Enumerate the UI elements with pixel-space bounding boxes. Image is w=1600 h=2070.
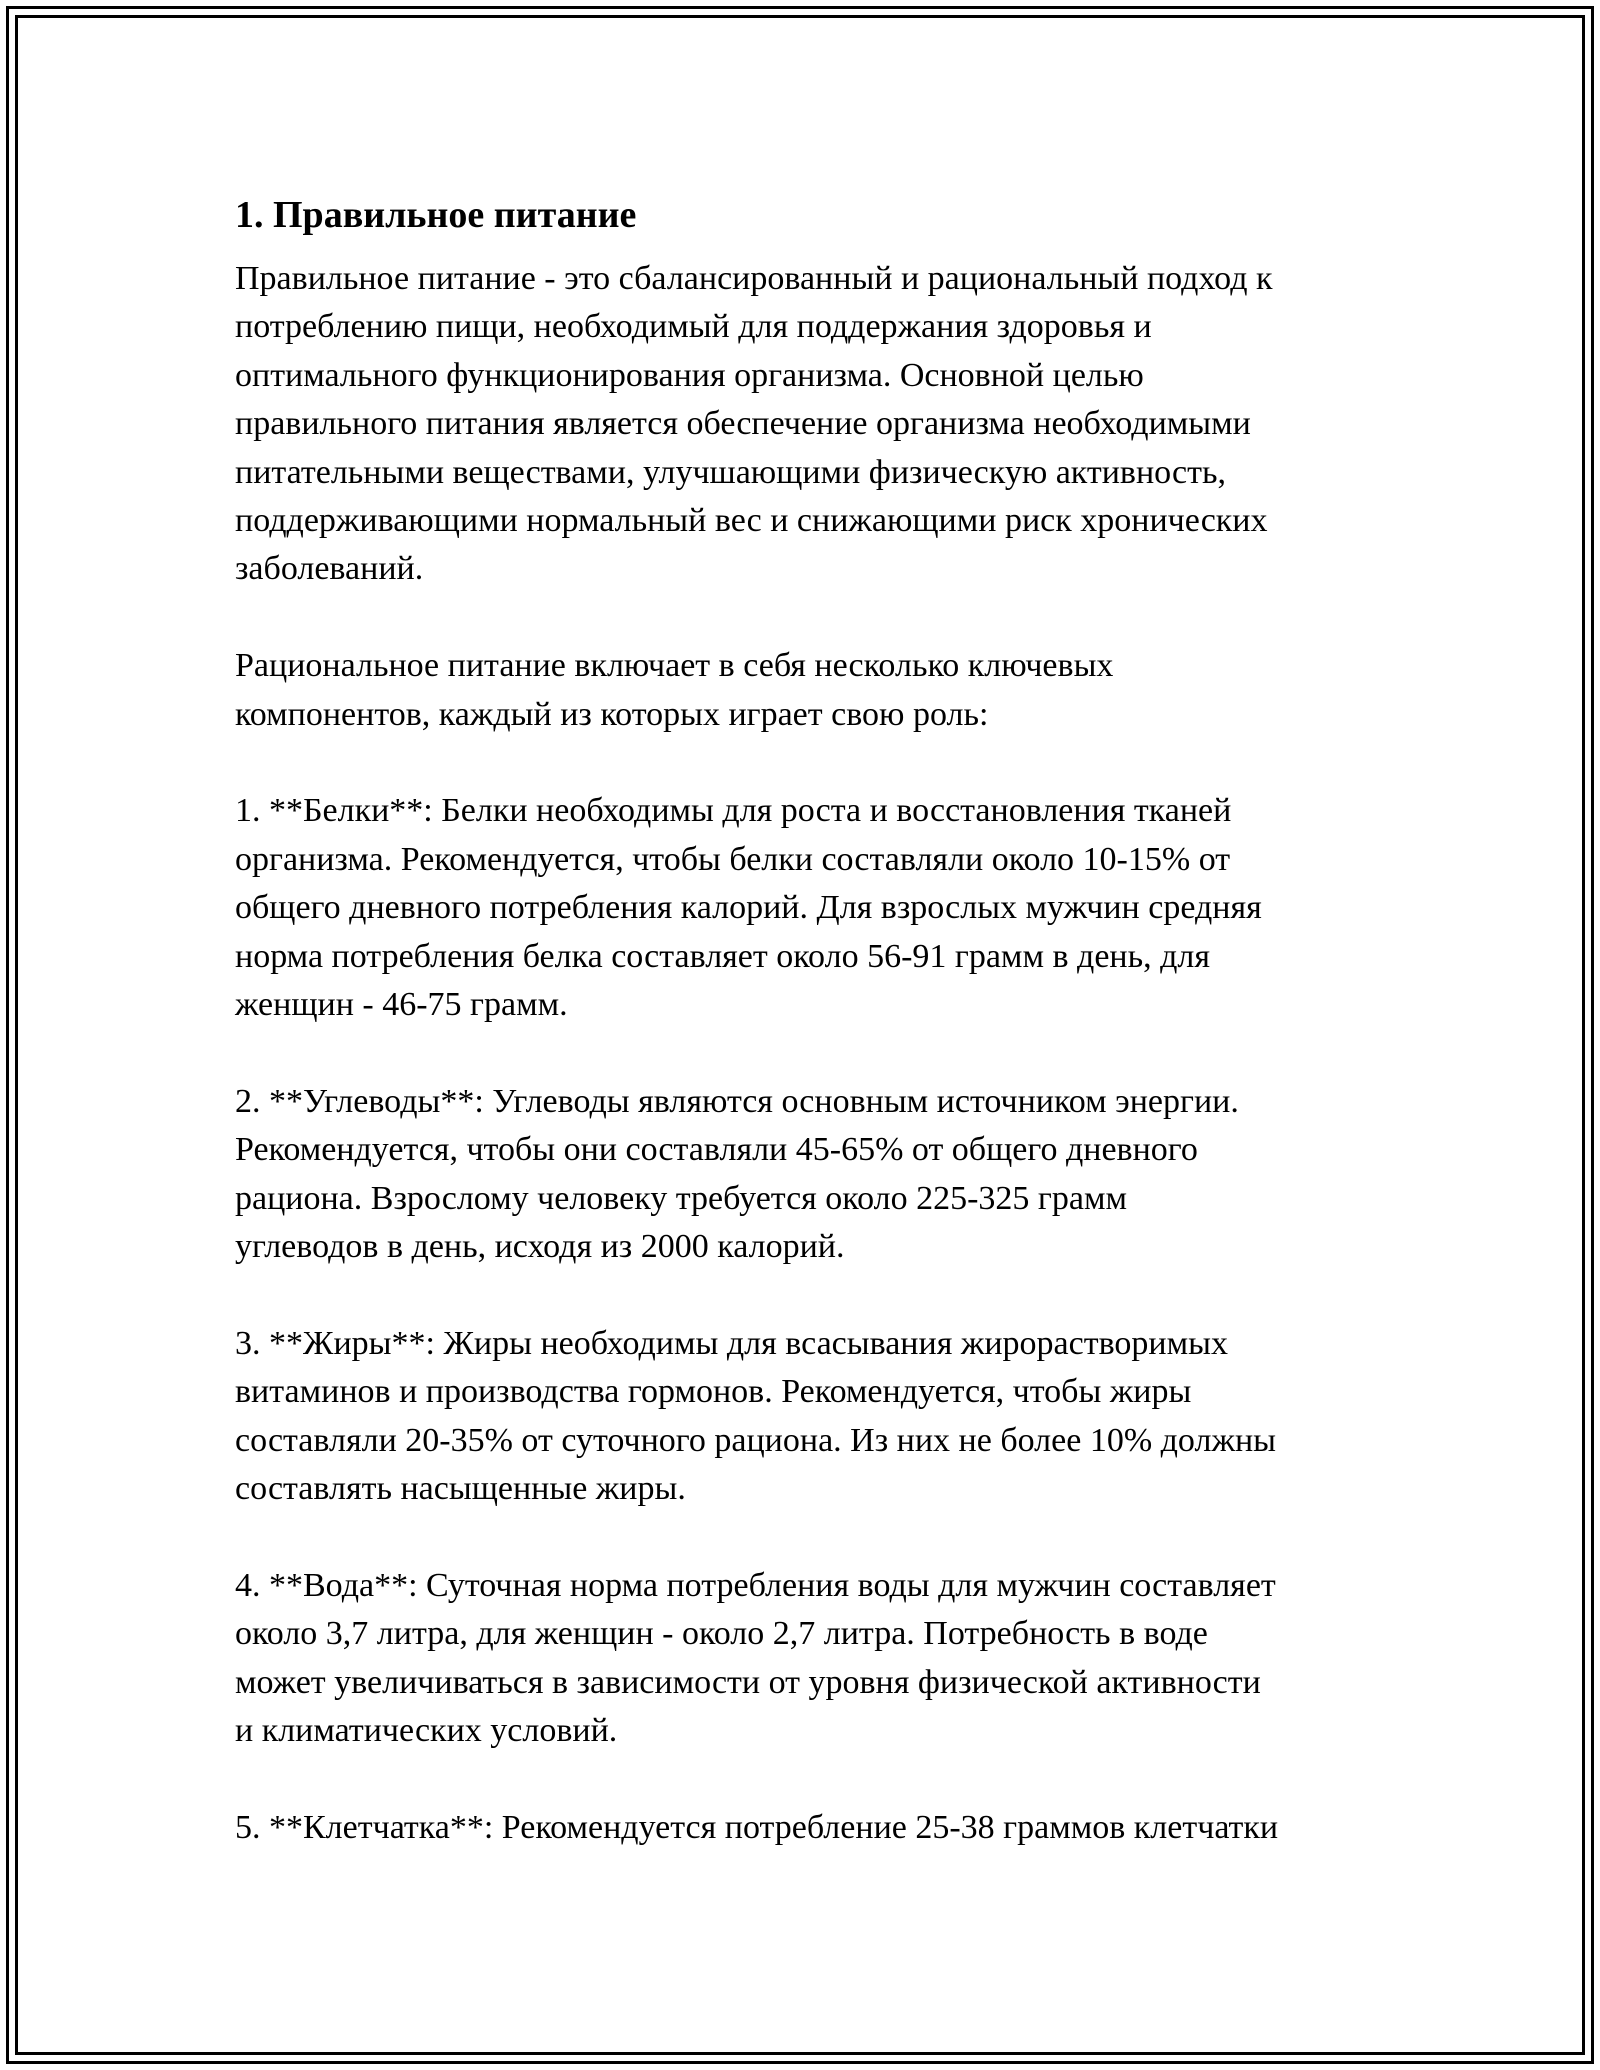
- document-body: [235, 188, 1385, 1852]
- list-item-proteins: 1. **Белки**: Белки необходимы для роста и восстановления тканей организма. Рекомендуется, чтобы белки составляли около 10-15% от общего дневного потребления калорий. Для взрослых мужчин средняя норма потребления белка составляет около 56-91 грамм в день, для женщин - 46-75 грамм.: [235, 792, 1262, 1024]
- section-heading: 1. Правильное питание: [235, 194, 637, 236]
- intro-paragraph: Правильное питание - это сбалансированный и рациональный подход к потреблению пищи, необходимый для поддержания здоровья и оптимального функционирования организма. Основной целью правильного питания является обеспечение организма необходимыми питательными веществами, улучшающими физическую активность, поддерживающими нормальный вес и снижающими риск хронических заболеваний.: [235, 260, 1273, 588]
- list-item-water: 4. **Вода**: Суточная норма потребления воды для мужчин составляет около 3,7 литра, для женщин - около 2,7 литра. Потребность в воде может увеличиваться в зависимости от уровня физической активности и климатических условий.: [235, 1566, 1276, 1750]
- list-item-carbohydrates: 2. **Углеводы**: Углеводы являются основным источником энергии. Рекомендуется, чтобы они составляли 45-65% от общего дневного рациона. Взрослому человеку требуется около 225-325 грамм углеводов в день, исходя из 2000 калорий.: [235, 1082, 1239, 1266]
- list-item-fiber: 5. **Клетчатка**: Рекомендуется потребление 25-38 граммов клетчатки: [235, 1808, 1279, 1846]
- list-item-fats: 3. **Жиры**: Жиры необходимы для всасывания жирорастворимых витаминов и производства гормонов. Рекомендуется, чтобы жиры составляли 20-35% от суточного рациона. Из них не более 10% должны составлять насыщенные жиры.: [235, 1324, 1276, 1508]
- components-intro-paragraph: Рациональное питание включает в себя несколько ключевых компонентов, каждый из которых играет свою роль:: [235, 647, 1114, 733]
